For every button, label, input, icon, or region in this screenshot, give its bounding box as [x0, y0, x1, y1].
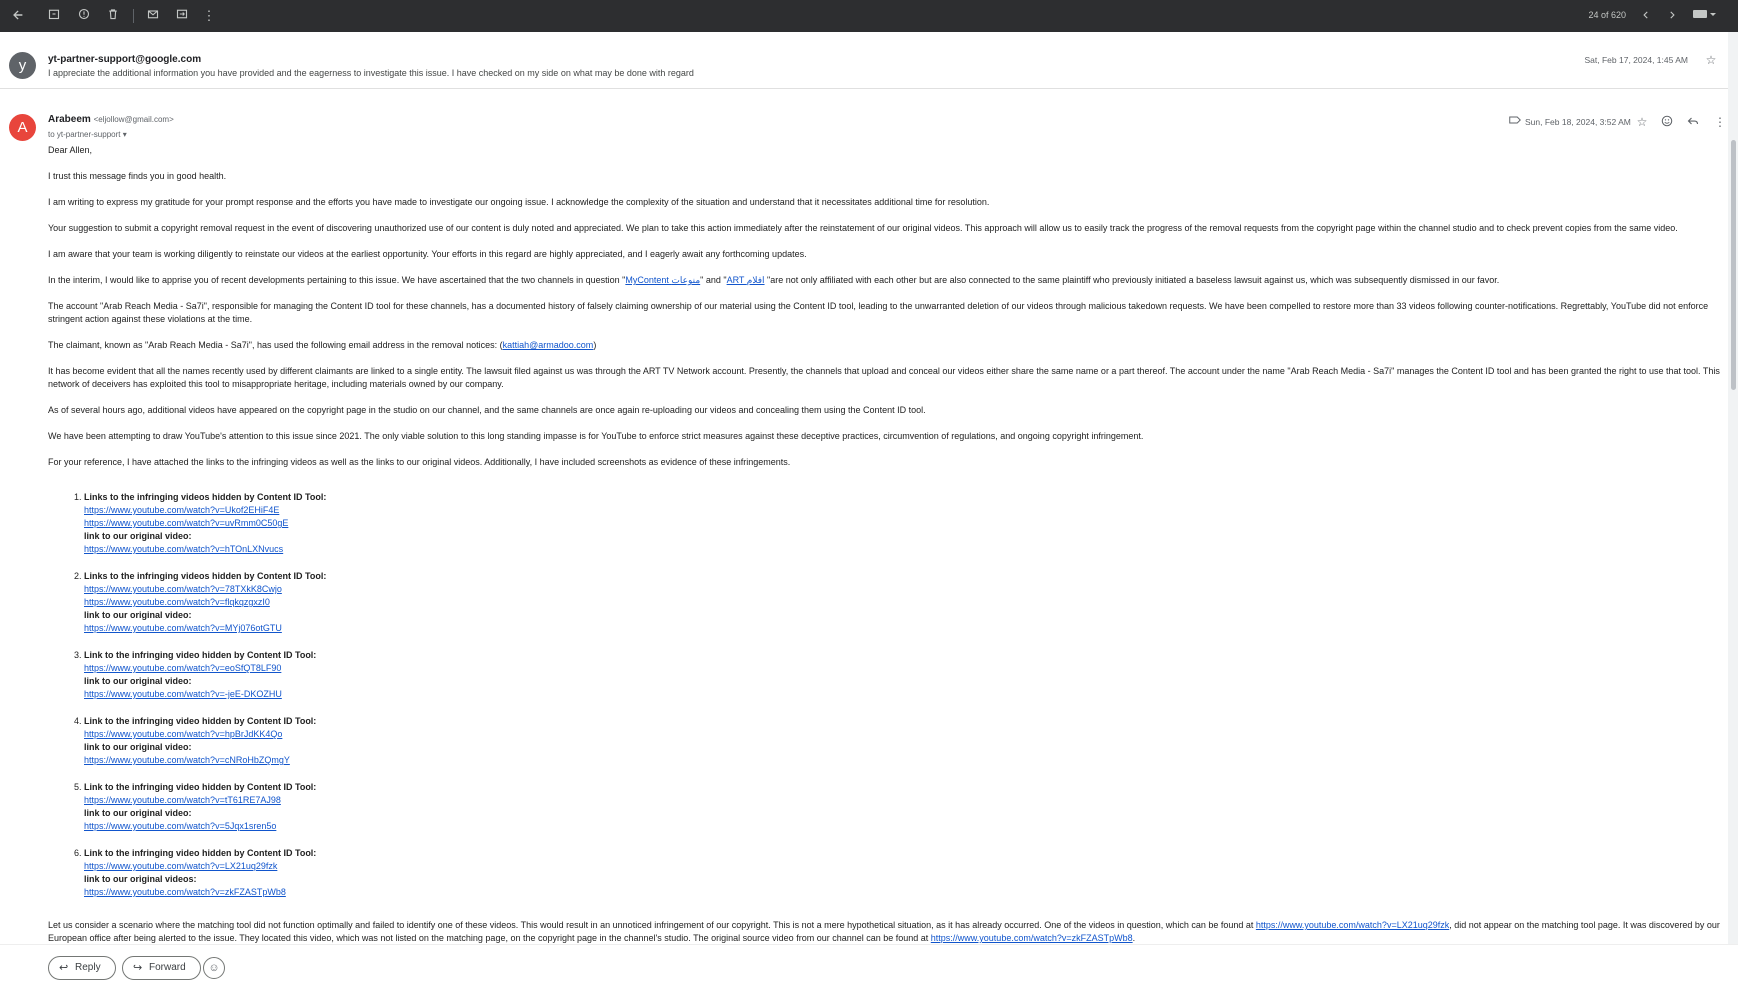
delete-icon[interactable]	[105, 8, 121, 24]
video-link[interactable]: https://www.youtube.com/watch?v=LX21uq29fzk	[1255, 920, 1450, 930]
list-item	[84, 847, 1724, 899]
list-heading: 6. Link to the infringing video hidden by Content ID Tool:	[84, 848, 317, 858]
video-link[interactable]: https://www.youtube.com/watch?v=zkFZASTpWb8	[84, 887, 286, 897]
back-arrow-icon[interactable]	[10, 8, 26, 24]
list-heading: 2. Links to the infringing videos hidden by Content ID Tool:	[84, 571, 327, 581]
paragraph	[48, 339, 1724, 352]
text: In the interim, I would like to apprise you of recent developments pertaining to this issue. We have ascertained that the two channels in question "	[48, 275, 626, 285]
list-item	[84, 781, 1724, 833]
message-date: Sun, Feb 18, 2024, 3:52 AM	[1525, 117, 1631, 127]
star-icon[interactable]: ☆	[1636, 115, 1648, 129]
channel-link-mycontent[interactable]: MyContent منوعات	[625, 275, 701, 285]
list-subheading: link to our original video:	[84, 531, 192, 541]
recipient-text: to yt-partner-support	[48, 130, 121, 139]
video-link[interactable]: https://www.youtube.com/watch?v=Ukof2EHiF4E	[84, 505, 280, 515]
list-heading: 4. Link to the infringing video hidden by Content ID Tool:	[84, 716, 317, 726]
forward-icon: ↪	[133, 962, 143, 974]
keyboard-icon[interactable]	[1690, 8, 1718, 24]
text: )	[593, 340, 597, 350]
older-icon[interactable]	[1664, 8, 1680, 24]
list-heading: 5. Link to the infringing video hidden by Content ID Tool:	[84, 782, 317, 792]
video-link[interactable]: https://www.youtube.com/watch?v=-jeE-DKOZHU	[84, 689, 282, 699]
video-link[interactable]: https://www.youtube.com/watch?v=zkFZASTpWb8	[930, 933, 1133, 943]
paragraph	[48, 919, 1724, 944]
reply-bar	[0, 944, 1738, 987]
list-subheading: link to our original videos:	[84, 874, 197, 884]
list-item	[84, 491, 1724, 556]
report-spam-icon[interactable]	[76, 8, 92, 24]
video-link[interactable]: https://www.youtube.com/watch?v=5Jqx1sren5o	[84, 821, 277, 831]
video-link[interactable]: https://www.youtube.com/watch?v=uvRmm0C50gE	[84, 518, 289, 528]
list-heading: 1. Links to the infringing videos hidden by Content ID Tool:	[84, 492, 327, 502]
reply-label: Reply	[75, 962, 101, 973]
reply-icon: ↩	[59, 962, 69, 974]
list-item	[84, 715, 1724, 767]
archive-icon[interactable]	[46, 8, 62, 24]
more-vertical-icon[interactable]: ⋮	[1714, 115, 1726, 129]
sender-name: yt-partner-support@google.com	[48, 54, 202, 65]
email-link[interactable]: kattiah@armadoo.com	[502, 340, 594, 350]
list-item	[84, 570, 1724, 635]
forward-label: Forward	[149, 962, 186, 973]
forward-button[interactable]	[122, 956, 201, 980]
video-link[interactable]: https://www.youtube.com/watch?v=cNRoHbZQmgY	[84, 755, 290, 765]
video-link[interactable]: https://www.youtube.com/watch?v=LX21uq29fzk	[84, 861, 278, 871]
paragraph: I trust this message finds you in good health.	[48, 171, 227, 181]
text: Let us consider a scenario where the matching tool did not function optimally and failed to identify one of these videos. This would result in an unnoticed infringement of our copyright. This is not a mere hypothetical situation, as it has already occurred. One of the videos in question, which can be found at	[48, 920, 1256, 930]
avatar: y	[9, 52, 36, 79]
newer-icon[interactable]	[1638, 8, 1654, 24]
reply-button[interactable]	[48, 956, 116, 980]
recipient-line[interactable]	[48, 130, 127, 139]
video-link[interactable]: https://www.youtube.com/watch?v=78TXkK8Cwjo	[84, 584, 282, 594]
star-icon[interactable]: ☆	[1705, 53, 1717, 67]
paragraph: It has become evident that all the names recently used by different claimants are linked to a single entity. The lawsuit filed against us was through the ART TV Network account. Presently, the channels that upload and conceal our videos either share the same name or a part thereof. The account under the name "Arab Reach Media - Sa7i" manages the Content ID tool and has been granted the right to use that tool. This network of deceivers has exploited this tool to misappropriate heritage, including materials owned by our company.	[48, 366, 1720, 389]
chevron-down-icon[interactable]: ▾	[122, 130, 127, 139]
infringement-list	[48, 491, 1724, 899]
top-toolbar	[0, 0, 1738, 32]
paragraph	[48, 274, 1724, 287]
sender-email: <eljollow@gmail.com>	[93, 115, 174, 124]
message-view	[0, 32, 1728, 944]
channel-link-art[interactable]: ART افلام	[726, 275, 765, 285]
text: "are not only affiliated with each other but are also connected to the same plaintiff who previously initiated a baseless lawsuit against us, which was subsequently dismissed in our favor.	[764, 275, 1500, 285]
text: , did not appear on the matching tool page. It was discovered by our European office after being alerted to the issue. They located this video, which was not listed on the matching page, on the copyright page in the channel's studio. The original source video from our channel can be found at	[48, 920, 1720, 943]
list-item	[84, 649, 1724, 701]
video-link[interactable]: https://www.youtube.com/watch?v=MYj076otGTU	[84, 623, 282, 633]
paragraph: Your suggestion to submit a copyright removal request in the event of discovering unauthorized use of our content is duly noted and appreciated. We plan to take this action immediately after the reinstatement of our original videos. This approach will allow us to easily track the progress of the removal requests from the copyright page within the channel studio and to check prevent copies from the same video.	[48, 223, 1678, 233]
more-vertical-icon[interactable]: ⋮	[202, 8, 216, 23]
greeting: Dear Allen,	[48, 145, 93, 155]
list-heading: 3. Link to the infringing video hidden by Content ID Tool:	[84, 650, 317, 660]
video-link[interactable]: https://www.youtube.com/watch?v=hpBrJdKK4Qo	[84, 729, 283, 739]
paragraph: As of several hours ago, additional videos have appeared on the copyright page in the studio on our channel, and the same channels are once again re-uploading our videos and concealing them using the Content ID tool.	[48, 405, 926, 415]
message-body	[48, 144, 1724, 944]
avatar: A	[9, 114, 36, 141]
mark-unread-icon[interactable]	[145, 8, 161, 24]
paragraph: For your reference, I have attached the links to the infringing videos as well as the links to our original videos. Additionally, I have included screenshots as evidence of these infringements.	[48, 457, 791, 467]
label-icon	[1508, 114, 1522, 128]
text: The claimant, known as "Arab Reach Media - Sa7i", has used the following email address in the removal notices: (	[48, 340, 503, 350]
list-subheading: link to our original video:	[84, 610, 192, 620]
sender-name: Arabeem	[48, 114, 91, 125]
video-link[interactable]: https://www.youtube.com/watch?v=tT61RE7AJ98	[84, 795, 281, 805]
message-counter: 24 of 620	[1588, 10, 1626, 20]
emoji-reaction-button[interactable]	[203, 957, 225, 979]
list-subheading: link to our original video:	[84, 676, 192, 686]
video-link[interactable]: https://www.youtube.com/watch?v=flqkqzgxzI0	[84, 597, 270, 607]
scrollbar-thumb[interactable]	[1731, 140, 1736, 390]
list-subheading: link to our original video:	[84, 808, 192, 818]
sender-line	[48, 114, 174, 125]
video-link[interactable]: https://www.youtube.com/watch?v=eoSfQT8LF90	[84, 663, 282, 673]
message-date: Sat, Feb 17, 2024, 1:45 AM	[1584, 55, 1688, 65]
list-subheading: link to our original video:	[84, 742, 192, 752]
scrollbar[interactable]	[1728, 32, 1738, 944]
message-snippet: I appreciate the additional information you have provided and the eagerness to investigate this issue. I have checked on my side on what may be done with regard	[48, 68, 694, 78]
paragraph: The account "Arab Reach Media - Sa7i", responsible for managing the Content ID tool for these channels, has a documented history of falsely claiming ownership of our material using the Content ID tool, leading to the unwarranted deletion of our videos through malicious takedown requests. We have been compelled to restore more than 33 videos following counter-notifications. Regrettably, YouTube did not enforce stringent action against these violations at the time.	[48, 301, 1709, 324]
paragraph: I am writing to express my gratitude for your prompt response and the efforts you have made to investigate our ongoing issue. I acknowledge the complexity of the situation and understand that it necessitates additional time for resolution.	[48, 197, 990, 207]
move-to-icon[interactable]	[174, 8, 190, 24]
reply-icon[interactable]	[1686, 115, 1700, 129]
collapsed-message[interactable]	[0, 44, 1728, 89]
video-link[interactable]: https://www.youtube.com/watch?v=hTOnLXNvucs	[84, 544, 284, 554]
paragraph: We have been attempting to draw YouTube's attention to this issue since 2021. The only viable solution to this long standing impasse is for YouTube to enforce strict measures against these deceptive practices, circumvention of regulations, and ongoing copyright infringement.	[48, 431, 1144, 441]
emoji-icon: ☺	[208, 962, 220, 974]
text: " and "	[700, 275, 727, 285]
text: .	[1132, 933, 1136, 943]
paragraph: I am aware that your team is working diligently to reinstate our videos at the earliest opportunity. Your efforts in this regard are highly appreciated, and I eagerly await any forthcoming updates.	[48, 249, 807, 259]
emoji-reaction-icon[interactable]	[1660, 115, 1674, 129]
toolbar-divider	[133, 9, 134, 23]
